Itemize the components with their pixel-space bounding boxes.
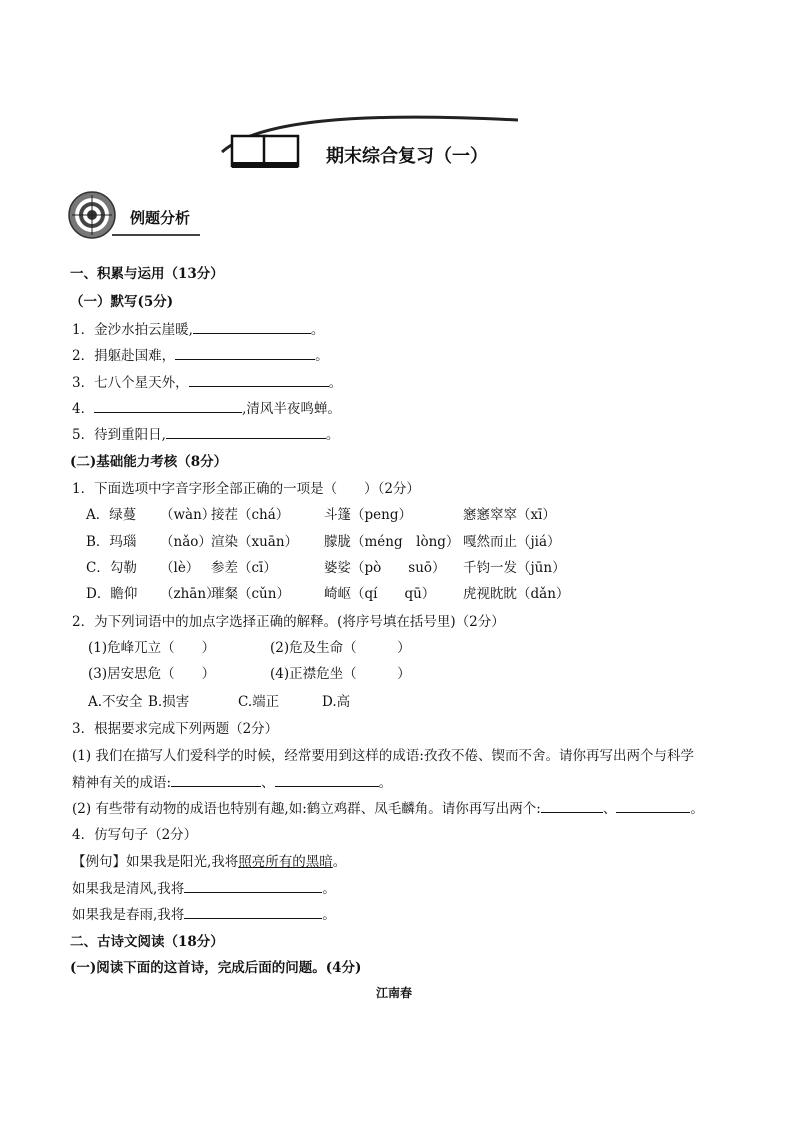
q1-option-b[interactable]: B．玛瑙 （nǎo） 渲染（xuān） 朦胧（méng lòng） 嘎然而止（jiá）: [86, 534, 561, 550]
answer-blank[interactable]: [184, 879, 322, 893]
q4-line-2: 如果我是春雨,我将 。: [72, 907, 336, 923]
part1-heading: 一、积累与运用（13分）: [70, 266, 224, 282]
part2-heading: 二、古诗文阅读（18分）: [70, 934, 224, 950]
answer-blank[interactable]: [275, 773, 379, 787]
q1-option-c[interactable]: C．勾勒 （lè） 参差（cī） 婆娑（pò suō） 千钧一发（jūn）: [86, 560, 566, 576]
q3-line-3: (2) 有些带有动物的成语也特别有趣,如:鹤立鸡群、凤毛麟角。请你再写出两个: 、 。: [72, 801, 704, 817]
q3-line-2: 精神有关的成语: 、 。: [72, 775, 393, 791]
q3-stem: 3．根据要求完成下列两题（2分）: [72, 721, 279, 737]
q2-item-1[interactable]: (1)危峰兀立（ ）: [88, 640, 216, 656]
part2-sub1: (一)阅读下面的这首诗，完成后面的问题。(4分): [70, 960, 362, 976]
q1-option-a[interactable]: A．绿蔓 （wàn） 接茬（chá） 斗篷（peng） 窸窸窣窣（xī）: [86, 507, 556, 523]
dictation-item-1: 1．金沙水拍云崖暖, 。: [72, 322, 325, 338]
q2-item-2[interactable]: (2)危及生命（ ）: [270, 640, 411, 656]
answer-blank[interactable]: [175, 346, 315, 360]
page-title: 期末综合复习（一）: [326, 146, 488, 167]
q2-option-b: B.损害: [148, 694, 190, 710]
answer-blank[interactable]: [171, 773, 261, 787]
sub1-heading: （一）默写(5分): [70, 294, 174, 310]
section-label: 例题分析: [130, 209, 191, 227]
q2-option-a: A.不安全: [88, 694, 143, 710]
q4-example: 【例句】如果我是阳光,我将照亮所有的黑暗。: [72, 854, 347, 870]
q2-item-4[interactable]: (4)正襟危坐（ ）: [270, 666, 411, 682]
answer-blank[interactable]: [184, 905, 322, 919]
answer-blank[interactable]: [189, 373, 329, 387]
dictation-item-3: 3．七八个星天外， 。: [72, 375, 343, 391]
dictation-item-4: 4． ,清风半夜鸣蝉。: [72, 401, 341, 417]
answer-blank[interactable]: [193, 320, 311, 334]
section-underline: [112, 234, 200, 236]
q1-option-d[interactable]: D．瞻仰 （zhān） 璀粲（cǔn） 崎岖（qí qū） 虎视眈眈（dǎn）: [86, 586, 570, 602]
q1-stem: 1．下面选项中字音字形全部正确的一项是（ ）（2分）: [72, 481, 420, 497]
target-icon: [67, 190, 117, 240]
q4-line-1: 如果我是清风,我将 。: [72, 881, 336, 897]
q2-option-c: C.端正: [238, 694, 280, 710]
dictation-item-5: 5．待到重阳日, 。: [72, 427, 340, 443]
q2-stem: 2．为下列词语中的加点字选择正确的解释。(将序号填在括号里)（2分）: [72, 614, 505, 630]
q2-option-d: D.高: [322, 694, 351, 710]
answer-blank[interactable]: [541, 799, 603, 813]
q2-item-3[interactable]: (3)居安思危（ ）: [88, 666, 216, 682]
q4-stem: 4．仿写句子（2分）: [72, 827, 198, 843]
poem-title: 江南春: [376, 986, 413, 1000]
answer-blank[interactable]: [166, 425, 326, 439]
dictation-item-2: 2．捐躯赴国难， 。: [72, 348, 329, 364]
q3-line-1: (1) 我们在描写人们爱科学的时候，经常要用到这样的成语:孜孜不倦、锲而不舍。请你再写出两个与科学: [72, 748, 694, 764]
answer-blank[interactable]: [94, 399, 242, 413]
sub2-heading: (二)基础能力考核（8分）: [70, 454, 228, 470]
answer-blank[interactable]: [616, 799, 690, 813]
